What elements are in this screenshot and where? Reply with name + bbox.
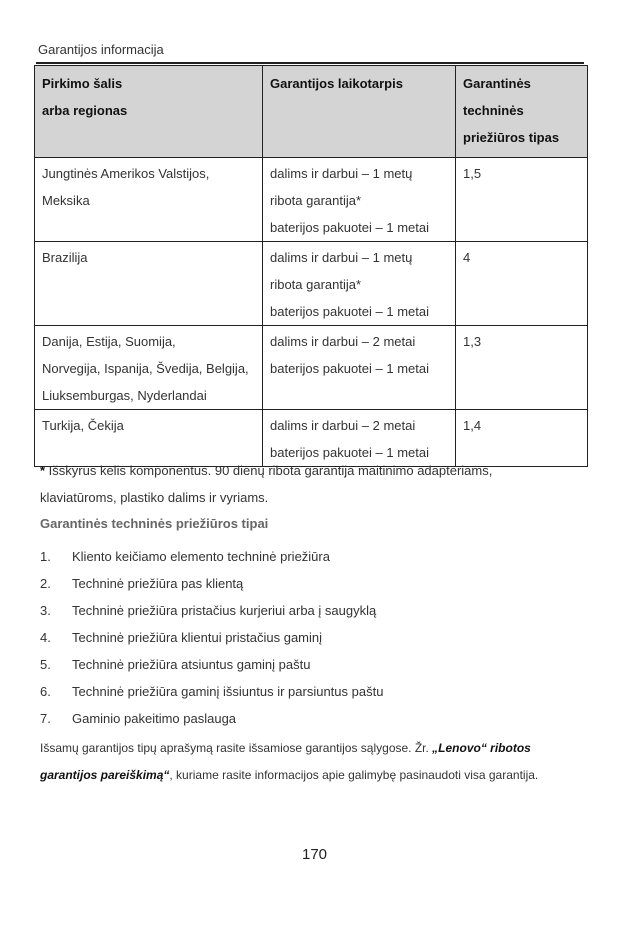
warranty-table [34, 65, 588, 467]
page-header: Garantijos informacija [38, 42, 164, 57]
table-row [35, 242, 588, 326]
table-footnote [40, 457, 588, 511]
cell-country: Turkija, Čekija [35, 410, 263, 467]
table-row [35, 158, 588, 242]
column-header-period: Garantijos laikotarpis [263, 66, 456, 158]
table-header-row [35, 66, 588, 158]
list-item: 1. Kliento keičiamo elemento techninė priežiūra [40, 549, 330, 564]
column-header-country: Pirkimo šalis arba regionas [35, 66, 263, 158]
warranty-statement-link[interactable]: „Lenovo“ ribotos [432, 741, 531, 755]
cell-period: dalims ir darbui – 1 metų ribota garantija* baterijos pakuotei – 1 metai [263, 242, 456, 326]
list-item: 2. Techninė priežiūra pas klientą [40, 576, 244, 591]
list-item: 3. Techninė priežiūra pristačius kurjeriui arba į saugyklą [40, 603, 377, 618]
list-item: 7. Gaminio pakeitimo paslauga [40, 711, 237, 726]
service-types-list [40, 543, 383, 732]
footnote-asterisk: * [40, 463, 46, 478]
cell-period: dalims ir darbui – 2 metai baterijos pakuotei – 1 metai [263, 410, 456, 467]
cell-service-type: 1,5 [456, 158, 588, 242]
list-item: 5. Techninė priežiūra atsiuntus gaminį paštu [40, 657, 311, 672]
list-item: 6. Techninė priežiūra gaminį išsiuntus ir parsiuntus paštu [40, 684, 384, 699]
column-header-service-type: Garantinės techninės priežiūros tipas [456, 66, 588, 158]
cell-period: dalims ir darbui – 2 metai baterijos pakuotei – 1 metai [263, 326, 456, 410]
cell-country: Jungtinės Amerikos Valstijos, Meksika [35, 158, 263, 242]
cell-country: Brazilija [35, 242, 263, 326]
header-rule [36, 62, 584, 64]
details-text-before: Išsamų garantijos tipų aprašymą rasite išsamiose garantijos sąlygose. Žr. [40, 741, 433, 755]
table-row [35, 326, 588, 410]
footnote-text-line1: Išskyrus kelis komponentus. 90 dienų ribota garantija maitinimo adapteriams, [45, 463, 493, 478]
warranty-statement-link-continued[interactable]: garantijos pareiškimą“ [40, 768, 170, 782]
details-text-after: , kuriame rasite informacijos apie galimybę pasinaudoti visa garantija. [169, 768, 539, 782]
cell-country: Danija, Estija, Suomija, Norvegija, Ispanija, Švedija, Belgija, Liuksemburgas, Nyderlandai [35, 326, 263, 410]
list-item: 4. Techninė priežiūra klientui pristačius gaminį [40, 630, 323, 645]
cell-service-type: 1,3 [456, 326, 588, 410]
cell-period: dalims ir darbui – 1 metų ribota garantija* baterijos pakuotei – 1 metai [263, 158, 456, 242]
page-number: 170 [301, 846, 328, 863]
section-title: Garantinės techninės priežiūros tipai [40, 516, 269, 531]
cell-service-type: 1,4 [456, 410, 588, 467]
footnote-text-line2: klaviatūroms, plastiko dalims ir vyriams. [40, 490, 269, 505]
details-paragraph [40, 735, 600, 789]
cell-service-type: 4 [456, 242, 588, 326]
